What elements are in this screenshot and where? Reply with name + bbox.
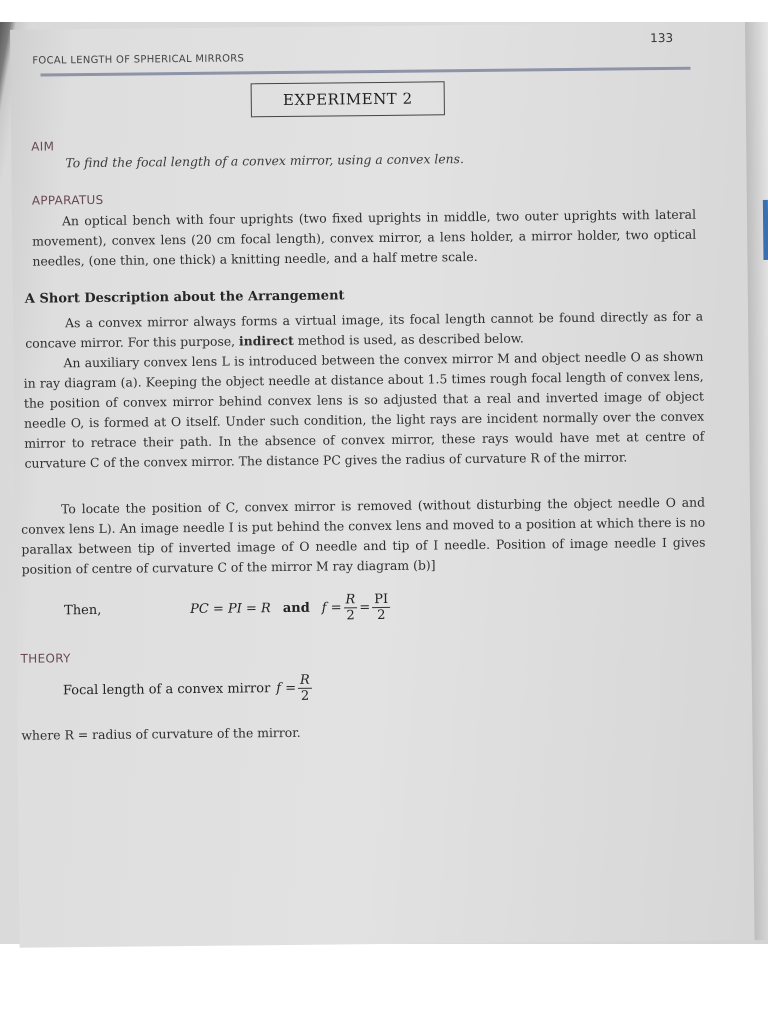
f-equals: f = xyxy=(276,680,297,697)
p1-text-after: method is used, as described below. xyxy=(293,330,524,348)
formula-lhs: PC = PI = R xyxy=(190,601,271,617)
book-page xyxy=(10,22,755,948)
arrangement-paragraph-3: To locate the position of C, convex mirror is removed (without disturbing the object needle O and convex lens L). An image needle I is put behind the convex lens and moved to a position at which there is no parallax between tip of inverted image of O needle and tip of I needle. Position of image needle I gives position of centre of curvature C of the mirror M ray diagram (b)] xyxy=(21,494,706,577)
experiment-title: EXPERIMENT 2 xyxy=(282,89,413,109)
p1-text-before: As a convex mirror always forms a virtual image, its focal length cannot be found directly as for a concave mirror. For this purpose, xyxy=(25,308,704,351)
fraction-r-over-2 xyxy=(343,592,357,623)
fraction-numerator: R xyxy=(298,673,312,689)
theory-label: Focal length of a convex mirror xyxy=(62,681,271,699)
where-line: where R = radius of curvature of the mirror. xyxy=(21,724,301,743)
apparatus-text: An optical bench with four uprights (two fixed uprights in middle, two outer uprights with lateral movement), convex lens (20 cm focal length), convex mirror, a lens holder, a mirror holder, two optical needles, (one thin, one thick) a knitting needle, and a half metre scale. xyxy=(32,206,697,269)
arrangement-paragraph-2: An auxiliary convex lens L is introduced between the convex mirror M and object needle O as shown in ray diagram (a). Keeping the object needle at distance about 1.5 times rough focal length of convex lens, the position of convex mirror behind convex lens is so adjusted that a real and inverted image of object needle O, is formed at O itself. Under such condition, the light rays are incident normally over the convex mirror to retrace their path. In the absence of convex mirror, these rays would have met at centre of curvature C of the convex mirror. The distance PC gives the radius of curvature R of the mirror. xyxy=(23,348,705,471)
page-edge-mark xyxy=(763,200,768,260)
arrangement-paragraph-1 xyxy=(25,307,703,354)
aim-heading: AIM xyxy=(31,139,55,154)
aim-text: To find the focal length of a convex mirror, using a convex lens. xyxy=(65,151,465,171)
header-rule xyxy=(40,67,690,77)
equals-sign: = xyxy=(359,600,371,616)
fraction-numerator: PI xyxy=(372,592,390,608)
and-word: and xyxy=(282,600,310,617)
apparatus-heading: APPARATUS xyxy=(31,192,104,208)
fraction-pi-over-2 xyxy=(372,592,390,623)
fraction-numerator: R xyxy=(343,592,357,608)
then-label: Then, xyxy=(64,602,102,619)
theory-heading: THEORY xyxy=(20,651,71,666)
adjacent-page-edge xyxy=(745,22,768,940)
arrangement-heading: A Short Description about the Arrangement xyxy=(24,288,345,307)
fraction-r-over-2 xyxy=(298,673,312,704)
p1-bold-word: indirect xyxy=(238,332,294,349)
fraction-denominator: 2 xyxy=(346,608,355,624)
fraction-denominator: 2 xyxy=(300,688,310,704)
page-photo xyxy=(0,22,768,944)
theory-formula xyxy=(63,673,314,707)
page-number: 133 xyxy=(650,30,674,46)
running-head: FOCAL LENGTH OF SPHERICAL MIRRORS xyxy=(32,53,245,67)
formula-then xyxy=(64,592,392,626)
experiment-title-box xyxy=(251,81,445,117)
fraction-denominator: 2 xyxy=(377,607,386,624)
f-equals: f = xyxy=(321,600,342,616)
